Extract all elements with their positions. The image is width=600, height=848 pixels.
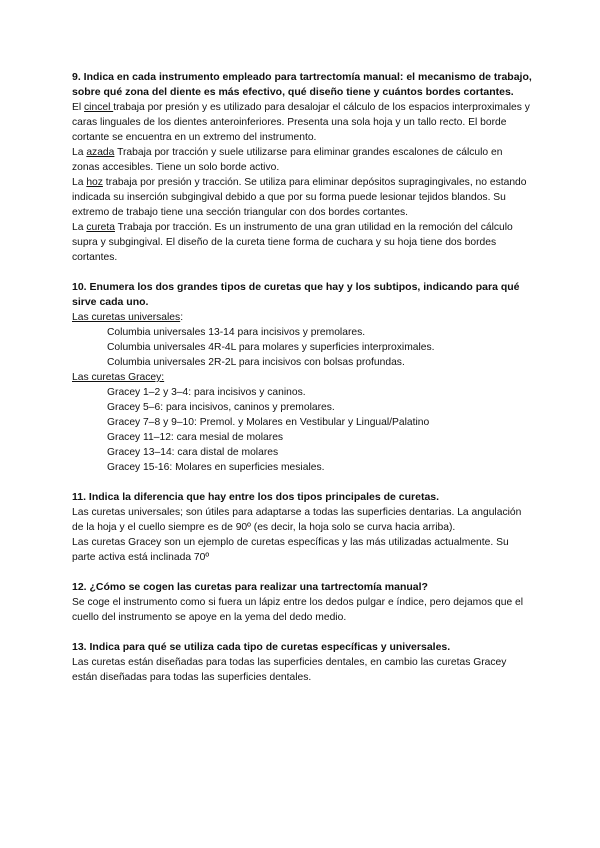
- spacer: [72, 475, 532, 490]
- cureta-prefix: La: [72, 222, 87, 233]
- gracey-item: Gracey 13–14: cara distal de molares: [107, 447, 279, 458]
- cincel-prefix: El: [72, 102, 85, 113]
- q11-paragraph-1: Las curetas universales; son útiles para adaptarse a todas las superficies dentarias. La angulación de la hoja y el cuello siempre es de 90º (es decir, la hoja solo se curva hacia arriba).: [72, 507, 522, 533]
- q13-paragraph-1: Las curetas están diseñadas para todas las superficies dentales, en cambio las curetas Gracey están diseñadas para todas las superficies dentales.: [72, 657, 507, 683]
- azada-text: Trabaja por tracción y suele utilizarse para eliminar grandes escalones de cálculo en zonas accesibles. Tiene un solo borde activo.: [72, 147, 503, 173]
- spacer: [72, 625, 532, 640]
- hoz-paragraph: [72, 175, 532, 220]
- universales-colon: :: [180, 312, 184, 323]
- gracey-item: Gracey 15-16: Molares en superficies mesiales.: [107, 462, 325, 473]
- gracey-item: Gracey 1–2 y 3–4: para incisivos y caninos.: [107, 387, 306, 398]
- question-9-title: 9. Indica en cada instrumento empleado para tartrectomía manual: el mecanismo de trabajo, sobre qué zona del diente es más efectivo, qué diseño tiene y cuántos bordes cortantes.: [72, 71, 532, 98]
- q11-paragraph-2: Las curetas Gracey son un ejemplo de curetas específicas y las más utilizadas actualmente. Su parte activa está inclinada 70º: [72, 537, 509, 563]
- cureta-term: cureta: [86, 222, 115, 233]
- hoz-term: hoz: [86, 177, 103, 188]
- gracey-heading-text: Las curetas Gracey:: [72, 372, 165, 383]
- hoz-text: trabaja por presión y tracción. Se utiliza para eliminar depósitos supragingivales, no estando indicada su inserción subgingival debido a que por su forma puede lesionar tejidos blandos. Su extremo de trabajo tiene una sección triangular con dos bordes cortantes.: [72, 177, 527, 218]
- q12-paragraph-1: Se coge el instrumento como si fuera un lápiz entre los dedos pulgar e índice, pero dejamos que el cuello del instrumento se apoye en la yema del dedo medio.: [72, 597, 524, 623]
- gracey-item: Gracey 11–12: cara mesial de molares: [107, 432, 284, 443]
- question-11-title: 11. Indica la diferencia que hay entre los dos tipos principales de curetas.: [72, 491, 440, 503]
- cincel-paragraph: [72, 100, 532, 145]
- azada-prefix: La: [72, 147, 87, 158]
- spacer: [72, 265, 532, 280]
- question-10-title: 10. Enumera los dos grandes tipos de curetas que hay y los subtipos, indicando para qué sirve cada uno.: [72, 281, 520, 308]
- cincel-term: cincel: [84, 102, 114, 113]
- universales-item: Columbia universales 2R-2L para incisivos con bolsas profundas.: [107, 357, 405, 368]
- universales-heading: [72, 310, 532, 325]
- universales-item: Columbia universales 4R-4L para molares y superficies interproximales.: [107, 342, 435, 353]
- spacer: [72, 565, 532, 580]
- cincel-text: trabaja por presión y es utilizado para desalojar el cálculo de los espacios interproximales y caras linguales de los dientes anteroinferiores. Presenta una sola hoja y un tallo recto. El borde cortante se encuentra en un extremo del instrumento.: [72, 102, 530, 143]
- gracey-item: Gracey 7–8 y 9–10: Premol. y Molares en Vestibular y Lingual/Palatino: [107, 417, 430, 428]
- universales-heading-text: Las curetas universales: [72, 312, 181, 323]
- cureta-paragraph: [72, 220, 532, 265]
- gracey-heading: [72, 370, 532, 385]
- hoz-prefix: La: [72, 177, 87, 188]
- universales-item: Columbia universales 13-14 para incisivos y premolares.: [107, 327, 366, 338]
- cureta-text: Trabaja por tracción. Es un instrumento de una gran utilidad en la remoción del cálculo supra y subgingival. El diseño de la cureta tiene forma de cuchara y su hoja tiene dos bordes cortantes.: [72, 222, 513, 263]
- question-12-title: 12. ¿Cómo se cogen las curetas para realizar una tartrectomía manual?: [72, 581, 428, 593]
- gracey-item: Gracey 5–6: para incisivos, caninos y premolares.: [107, 402, 335, 413]
- azada-paragraph: [72, 145, 532, 175]
- document-body: [72, 70, 532, 685]
- question-13-title: 13. Indica para qué se utiliza cada tipo de curetas específicas y universales.: [72, 641, 451, 653]
- azada-term: azada: [86, 147, 115, 158]
